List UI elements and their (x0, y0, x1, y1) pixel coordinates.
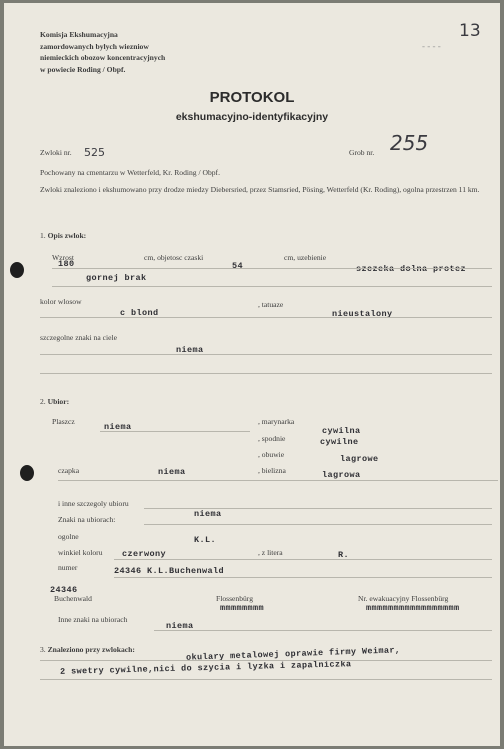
header-line-2: zamordowanych bylych wiezniow (40, 41, 149, 51)
section-1-title: 1. Opis zwlok: (40, 231, 87, 240)
flossenburg-value: mmmmmmmm (220, 603, 265, 613)
czaszka-value: 54 (232, 261, 244, 271)
znalezione-text: Zwloki znaleziono i ekshumowano przy drodze miedzy Diebersried, przez Stamsried, Pösing, Wetterfeld (Kr. Roding), ogolna przestrzen 11 km. (40, 185, 480, 194)
grob-label: Grob nr. (349, 148, 375, 157)
flossenburg-label: Flossenbürg (216, 594, 253, 603)
szczegolne-value: niema (176, 345, 204, 355)
section-3-value-1: okulary metalowej oprawie firmy Weimar, (185, 645, 401, 663)
ogolne-value: K.L. (194, 535, 217, 545)
page-title: PROTOKOL (209, 89, 295, 106)
szczegolne-label: szczegolne znaki na ciele (40, 333, 117, 342)
binder-hole (20, 465, 34, 481)
uzebienie-value-2: gornej brak (86, 273, 147, 283)
uzebienie-label: cm, uzebienie (284, 253, 327, 262)
document-page (4, 3, 500, 746)
winkiel-value: czerwony (122, 549, 167, 559)
znaki-value: niema (194, 509, 222, 519)
kolor-wlosow-value: c blond (120, 308, 159, 318)
spodnie-value: cywilne (320, 437, 359, 447)
grob-number: 255 (390, 131, 429, 155)
plaszcz-label: Plaszcz (52, 417, 75, 426)
spodnie-label: , spodnie (258, 434, 286, 443)
bielizna-value: lagrowa (322, 470, 361, 480)
tatuaze-value: nieustalony (332, 309, 393, 319)
wzrost-label: Wzrost (52, 253, 74, 262)
header-line-3: niemieckich obozow koncentracyjnych (40, 53, 166, 62)
czapka-label: czapka (58, 466, 80, 475)
section-3-value-2: 2 swetry cywilne,nici do szycia i lyzka i zapalniczka (59, 659, 352, 677)
inne-znaki-label: Inne znaki na ubiorach (58, 615, 128, 624)
winkiel-label: winkiel koloru (58, 548, 103, 557)
buchenwald-label: Buchenwald (54, 594, 92, 603)
ewakuacyjny-label: Nr. ewakuacyjny Flossenbürg (358, 594, 449, 603)
wzrost-value: 180 (58, 259, 75, 269)
binder-hole (10, 262, 24, 278)
czaszka-label: cm, objetosc czaski (144, 253, 204, 262)
header-line-1: Komisja Ekshumacyjna (40, 30, 118, 39)
zwloki-label: Zwloki nr. (40, 148, 72, 157)
inne-ubioru-label: i inne szczegoly ubioru (58, 499, 129, 508)
inne-znaki-value: niema (166, 621, 194, 631)
litera-label: , z litera (258, 548, 283, 557)
page-number: 13 (459, 21, 481, 41)
corner-marks: - - - - (422, 41, 441, 51)
marynarka-value: cywilna (322, 426, 361, 436)
plaszcz-value: niema (104, 422, 132, 432)
numer-value: 24346 K.L.Buchenwald (114, 566, 225, 576)
znaki-label: Znaki na ubiorach: (58, 515, 116, 524)
header-line-4: w powiecie Roding / Obpf. (40, 64, 126, 74)
buchenwald-number: 24346 (50, 585, 78, 595)
bielizna-label: , bielizna (258, 466, 286, 475)
tatuaze-label: , tatuaze (258, 300, 284, 309)
obuwie-label: , obuwie (258, 450, 285, 459)
czapka-value: niema (158, 467, 186, 477)
numer-label: numer (58, 563, 78, 572)
litera-value: R. (338, 550, 350, 560)
uzebienie-value-1: szczeka dolna protez (356, 264, 467, 274)
marynarka-label: , marynarka (258, 417, 295, 426)
page-subtitle: ekshumacyjno-identyfikacyjny (175, 111, 329, 123)
obuwie-value: lagrowe (340, 454, 379, 464)
ogolne-label: ogolne (58, 532, 79, 541)
kolor-wlosow-label: kolor wlosow (40, 297, 82, 306)
zwloki-number: 525 (84, 146, 105, 159)
section-2-title: 2. Ubior: (40, 397, 70, 406)
pochowany-text: Pochowany na cmentarzu w Wetterfeld, Kr. Roding / Obpf. (40, 168, 220, 177)
ewakuacyjny-value: mmmmmmmmmmmmmmmmm (366, 603, 460, 613)
header-block (40, 29, 240, 75)
section-3-title: 3. Znaleziono przy zwlokach: (40, 645, 135, 654)
